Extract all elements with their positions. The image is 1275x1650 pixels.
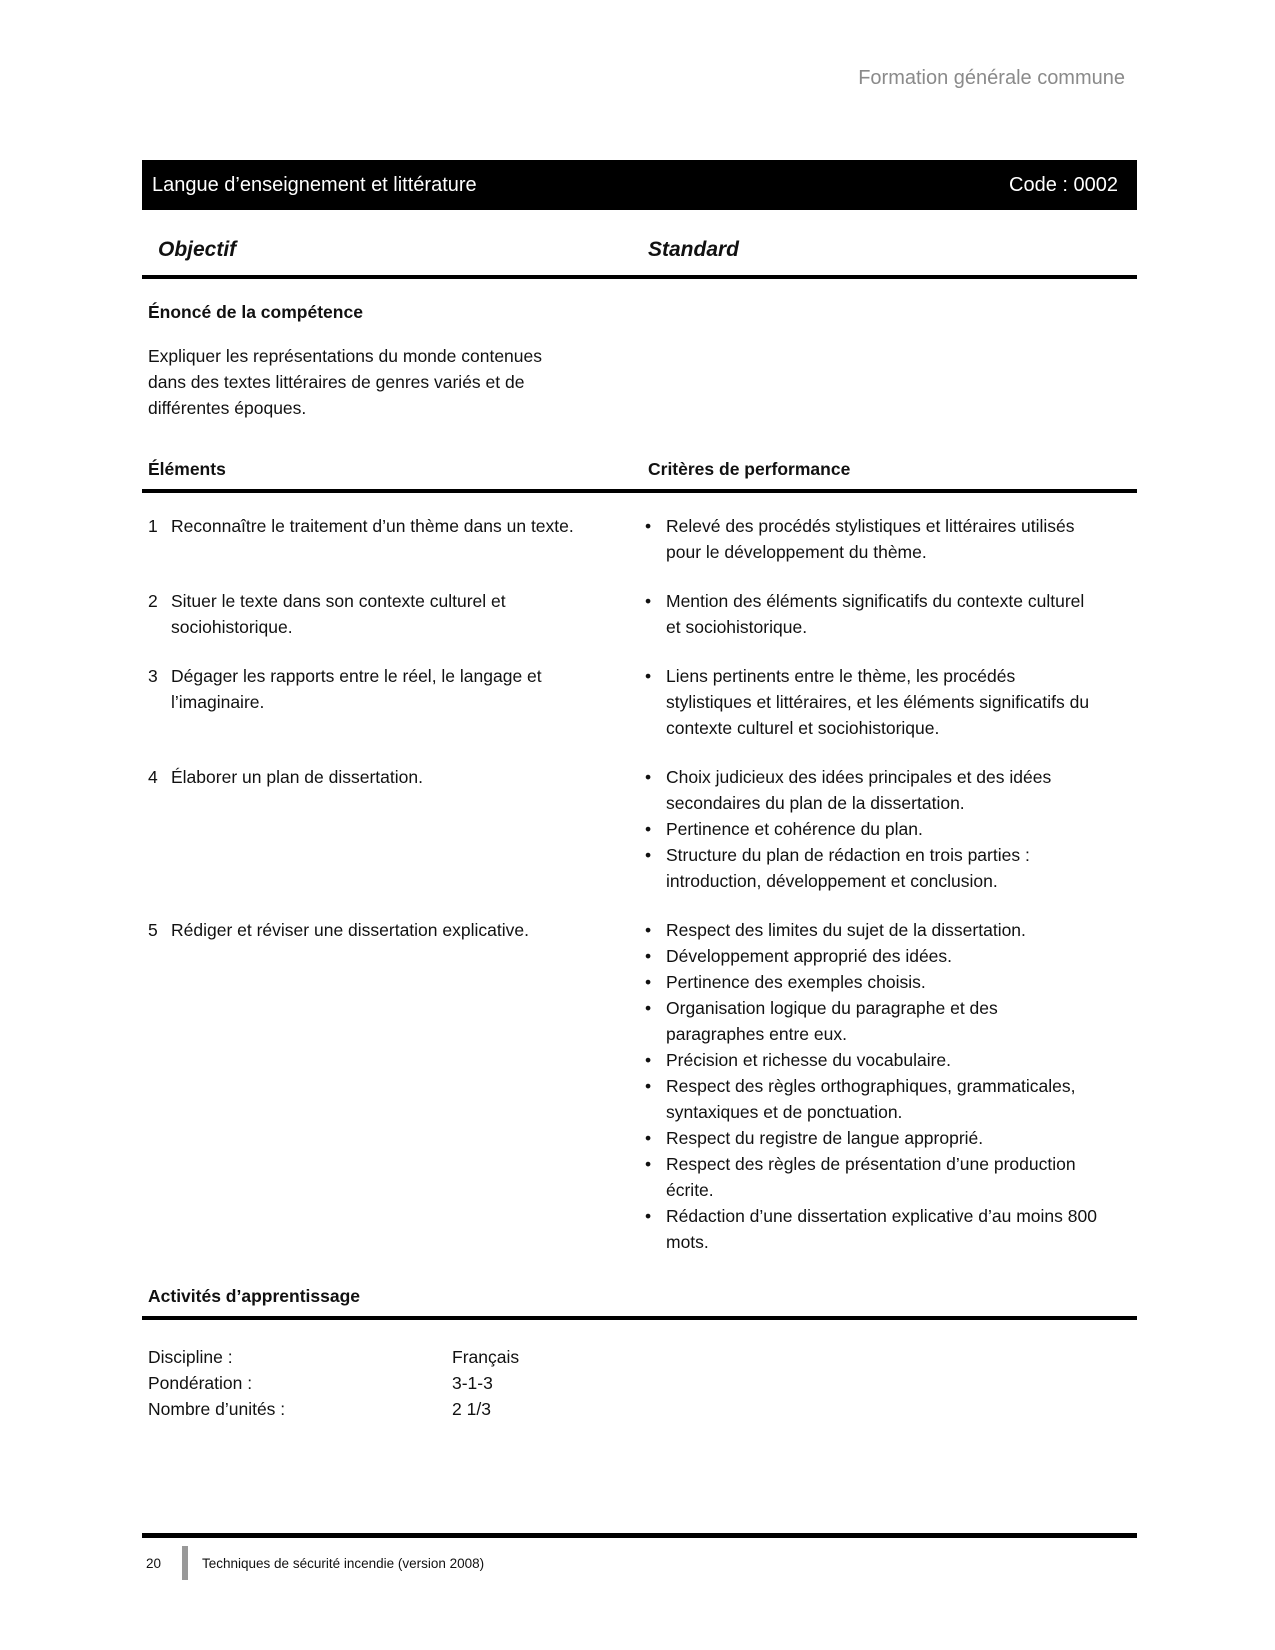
bullet-icon: • <box>645 946 652 966</box>
page-content <box>142 0 1137 1422</box>
element-number: 5 <box>148 920 158 940</box>
elements-criteria-rows <box>142 493 1137 1255</box>
footer-rule <box>142 1533 1137 1538</box>
element-number: 3 <box>148 666 158 686</box>
element-number: 2 <box>148 591 158 611</box>
criteria-item: • Rédaction d’une dissertation explicative d’au moins 800 mots. <box>645 1203 1137 1255</box>
element-cell <box>142 917 645 1255</box>
element-number: 1 <box>148 516 158 536</box>
criteres-header: Critères de performance <box>648 459 851 479</box>
footer-divider-bar <box>182 1546 188 1580</box>
criteria-list <box>645 663 1137 741</box>
bullet-icon: • <box>645 920 652 940</box>
objectif-standard-header <box>142 238 1137 279</box>
table-row <box>142 513 1137 565</box>
criteria-list <box>645 588 1137 640</box>
activites-fields <box>142 1344 1137 1422</box>
criteria-item: • Organisation logique du paragraphe et des paragraphes entre eux. <box>645 995 1137 1047</box>
criteria-item: • Liens pertinents entre le thème, les procédés stylistiques et littéraires, et les éléments significatifs du contexte culturel et sociohistorique. <box>645 663 1137 741</box>
element-text: Dégager les rapports entre le réel, le langage et l’imaginaire. <box>171 666 542 712</box>
element-text: Reconnaître le traitement d’un thème dans un texte. <box>171 516 574 536</box>
criteria-list <box>645 764 1137 894</box>
bullet-icon: • <box>645 845 652 865</box>
bullet-icon: • <box>645 1128 652 1148</box>
course-code: Code : 0002 <box>1009 173 1118 196</box>
criteria-item: • Choix judicieux des idées principales et des idées secondaires du plan de la dissertation. <box>645 764 1137 816</box>
bullet-icon: • <box>645 998 652 1018</box>
table-row <box>142 917 1137 1255</box>
criteria-item: • Mention des éléments significatifs du contexte culturel et sociohistorique. <box>645 588 1137 640</box>
element-text: Situer le texte dans son contexte culturel et sociohistorique. <box>171 591 506 637</box>
field-discipline <box>142 1344 1137 1370</box>
criteria-item: • Structure du plan de rédaction en trois parties : introduction, développement et conclusion. <box>645 842 1137 894</box>
bullet-icon: • <box>645 666 652 686</box>
field-value: 2 1/3 <box>452 1399 491 1419</box>
page-number: 20 <box>146 1555 162 1571</box>
bullet-icon: • <box>645 591 652 611</box>
field-ponderation <box>142 1370 1137 1396</box>
bullet-icon: • <box>645 1076 652 1096</box>
criteria-item: • Pertinence et cohérence du plan. <box>645 816 1137 842</box>
table-row <box>142 588 1137 640</box>
field-nombre-unites <box>142 1396 1137 1422</box>
activites-heading: Activités d’apprentissage <box>142 1283 1137 1320</box>
criteria-item: • Respect des limites du sujet de la dissertation. <box>645 917 1137 943</box>
course-title-bar <box>142 160 1137 210</box>
criteria-item: • Pertinence des exemples choisis. <box>645 969 1137 995</box>
enonce-text: Expliquer les représentations du monde contenues dans des textes littéraires de genres variés et de différentes époques. <box>148 346 542 418</box>
element-text: Élaborer un plan de dissertation. <box>171 767 423 787</box>
field-label: Nombre d’unités : <box>148 1399 286 1419</box>
element-text: Rédiger et réviser une dissertation explicative. <box>171 920 529 940</box>
criteria-item: • Respect des règles orthographiques, grammaticales, syntaxiques et de ponctuation. <box>645 1073 1137 1125</box>
field-value: 3-1-3 <box>452 1373 493 1393</box>
field-value: Français <box>452 1347 520 1367</box>
criteria-item: • Respect des règles de présentation d’une production écrite. <box>645 1151 1137 1203</box>
enonce-heading: Énoncé de la compétence <box>148 302 363 322</box>
criteria-item: • Relevé des procédés stylistiques et littéraires utilisés pour le développement du thème. <box>645 513 1137 565</box>
course-title: Langue d’enseignement et littérature <box>152 173 477 196</box>
element-cell <box>142 513 645 565</box>
criteria-item: • Développement approprié des idées. <box>645 943 1137 969</box>
objectif-heading: Objectif <box>158 238 237 261</box>
bullet-icon: • <box>645 1206 652 1226</box>
header-note: Formation générale commune <box>858 67 1125 89</box>
page-footer <box>0 1533 1275 1650</box>
bullet-icon: • <box>645 972 652 992</box>
table-row <box>142 764 1137 894</box>
table-row <box>142 663 1137 741</box>
elements-header: Éléments <box>148 459 226 479</box>
bullet-icon: • <box>645 1050 652 1070</box>
bullet-icon: • <box>645 516 652 536</box>
criteria-item: • Respect du registre de langue approprié. <box>645 1125 1137 1151</box>
field-label: Discipline : <box>148 1347 233 1367</box>
element-cell <box>142 663 645 741</box>
footer-text: Techniques de sécurité incendie (version 2008) <box>202 1555 485 1571</box>
element-cell <box>142 588 645 640</box>
bullet-icon: • <box>645 819 652 839</box>
bullet-icon: • <box>645 1154 652 1174</box>
element-cell <box>142 764 645 894</box>
table-header <box>142 459 1137 493</box>
footer-row <box>142 1546 1137 1580</box>
criteria-list <box>645 513 1137 565</box>
field-label: Pondération : <box>148 1373 253 1393</box>
criteria-item: • Précision et richesse du vocabulaire. <box>645 1047 1137 1073</box>
standard-heading: Standard <box>648 238 740 261</box>
element-number: 4 <box>148 767 158 787</box>
bullet-icon: • <box>645 767 652 787</box>
criteria-list <box>645 917 1137 1255</box>
